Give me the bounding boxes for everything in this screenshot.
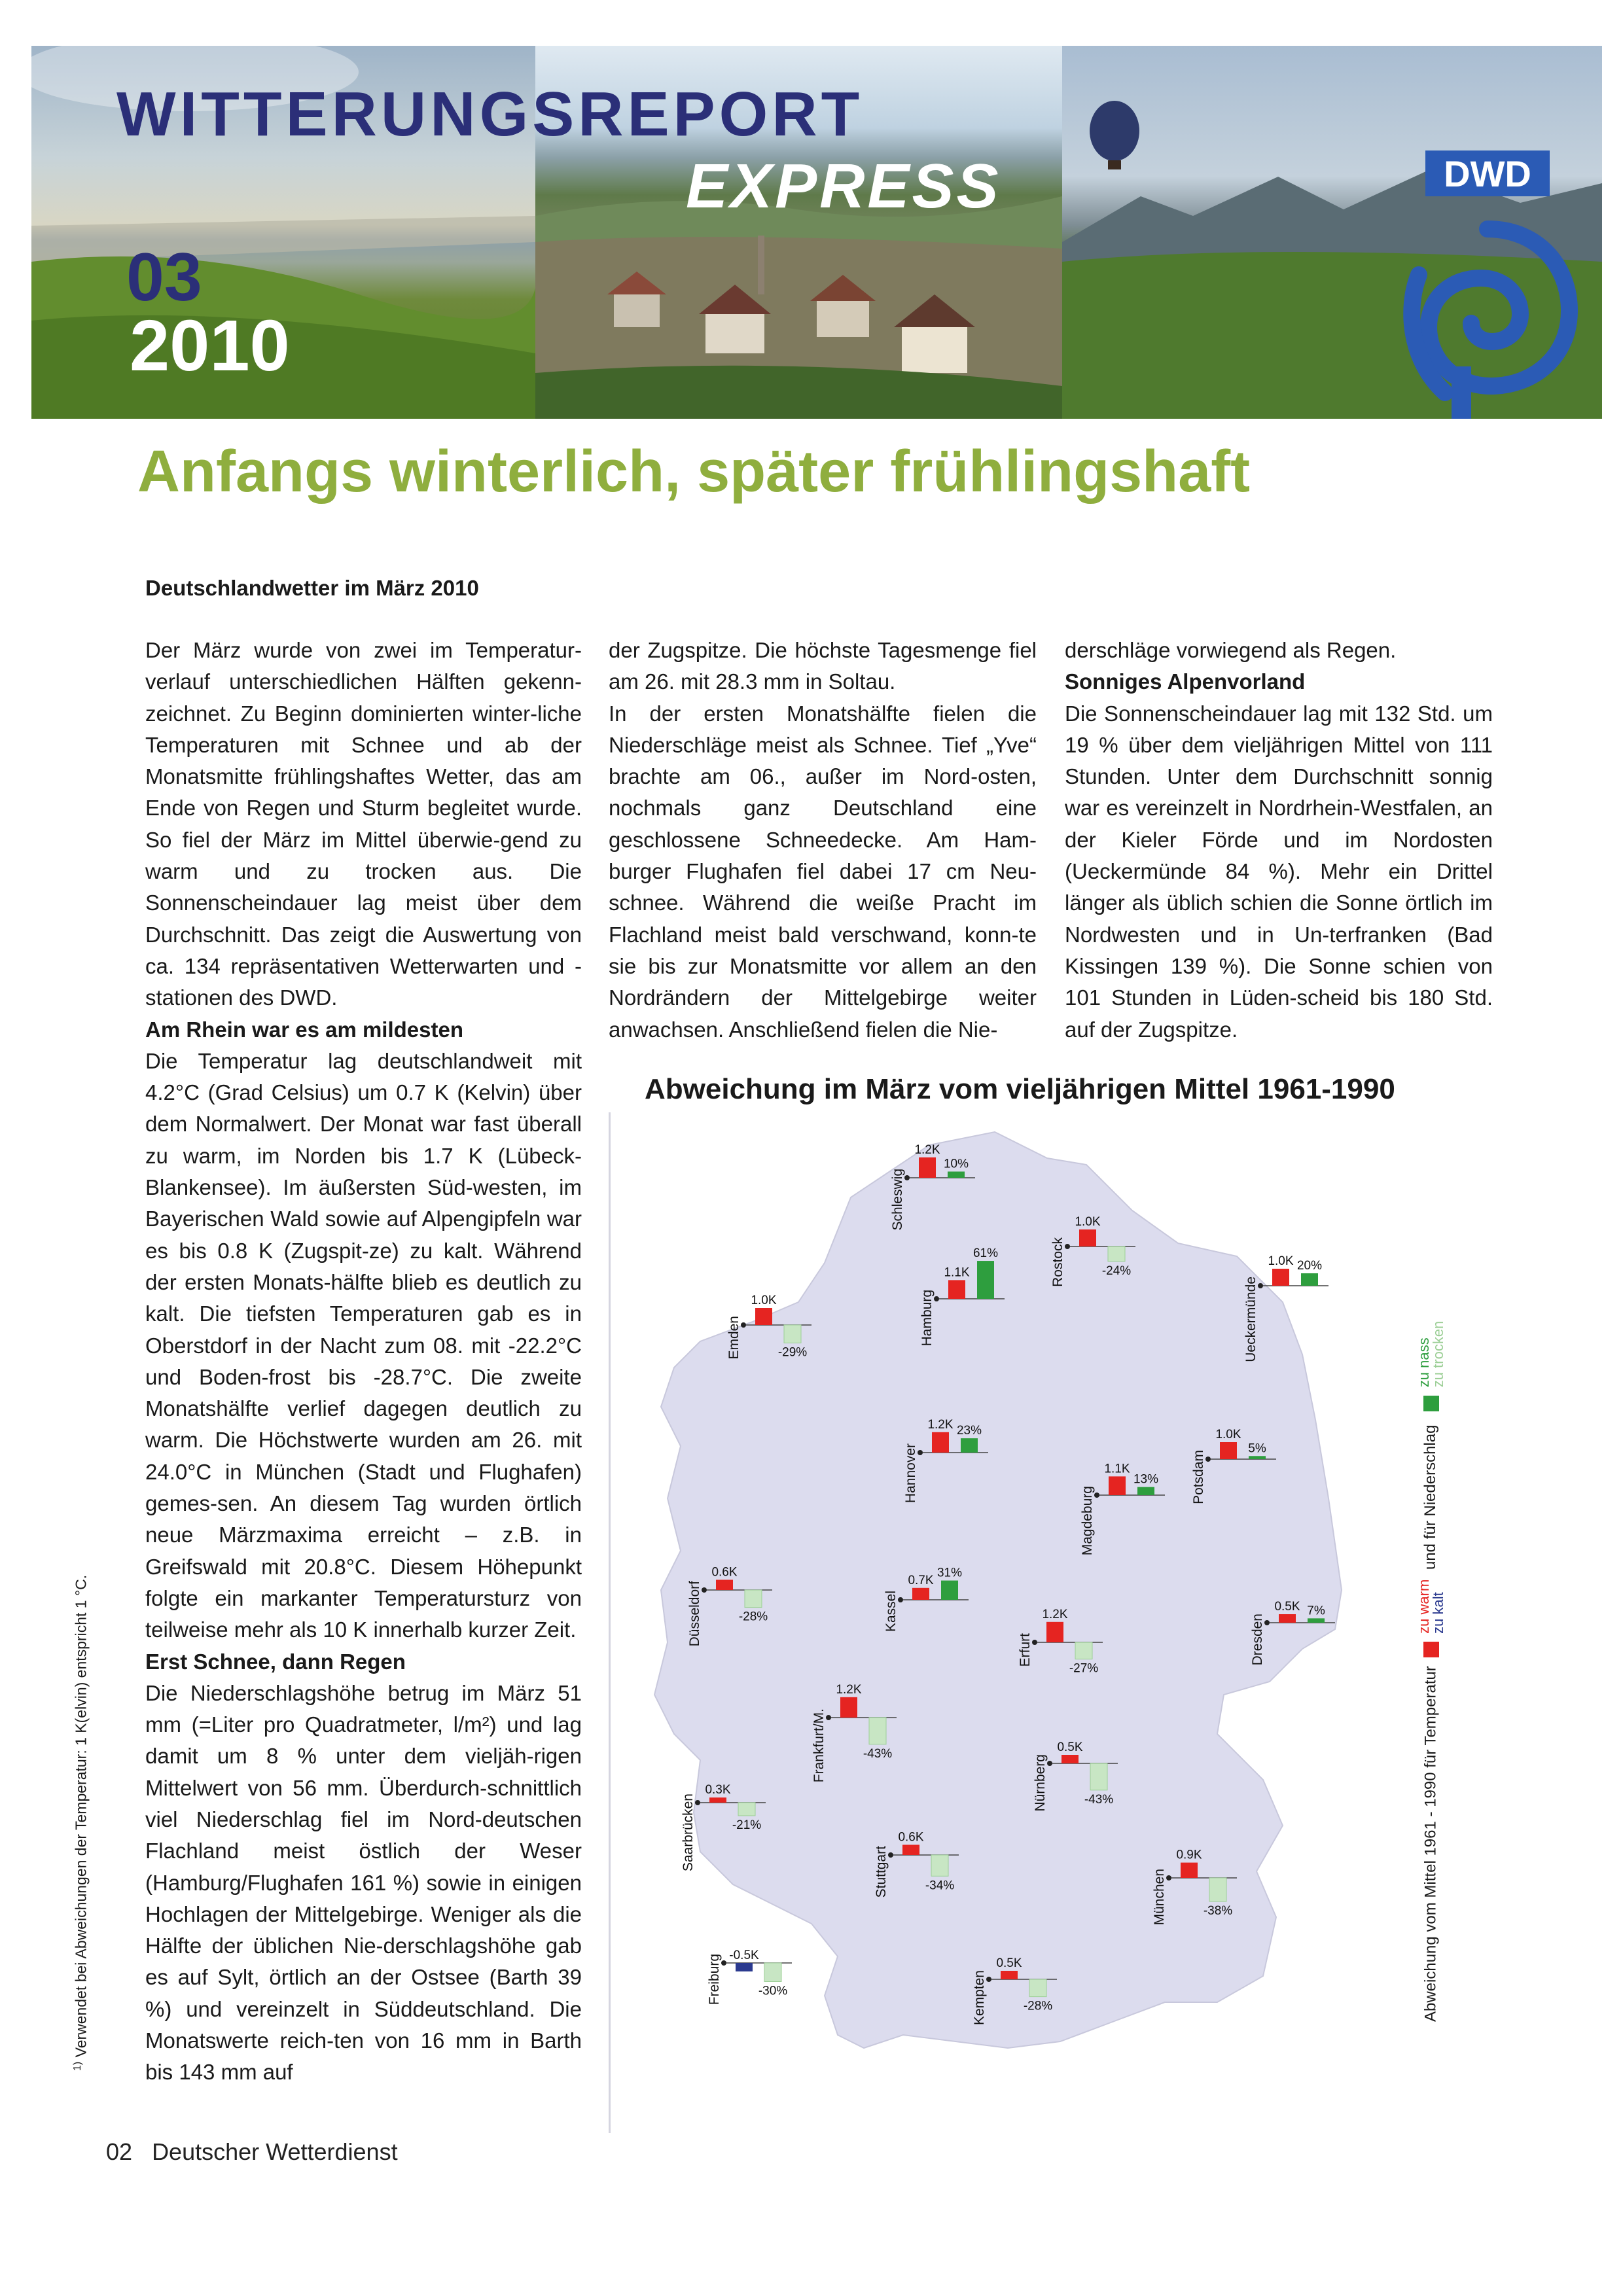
precipitation-label: 23% — [956, 1424, 982, 1438]
temperature-label: 1.0K — [751, 1294, 777, 1307]
subheading: Erst Schnee, dann Regen — [145, 1649, 406, 1674]
precipitation-bar — [1090, 1763, 1107, 1790]
report-subtitle: EXPRESS — [686, 151, 1001, 221]
temperature-label: 0.7K — [908, 1573, 934, 1587]
precipitation-label: -27% — [1069, 1661, 1099, 1676]
precipitation-label: 10% — [943, 1157, 969, 1171]
temperature-bar — [1079, 1229, 1096, 1246]
station-dot — [986, 1977, 991, 1982]
germany-deviation-map — [589, 1106, 1525, 2153]
precipitation-bar — [1209, 1878, 1226, 1901]
station-dot — [904, 1175, 910, 1180]
precipitation-label: -43% — [1084, 1792, 1114, 1807]
legend-mid: und für Niederschlag — [1421, 1424, 1440, 1570]
temperature-label: 0.9K — [1176, 1848, 1202, 1862]
temperature-bar — [1220, 1442, 1237, 1459]
legend-wet: zu nass — [1416, 1337, 1432, 1388]
map-legend — [1417, 1321, 1446, 2022]
station-name: Frankfurt/M. — [812, 1708, 827, 1783]
issue-number: 03 — [126, 239, 202, 315]
precipitation-bar — [948, 1172, 965, 1178]
temperature-bar — [1001, 1971, 1018, 1979]
header-banner — [31, 46, 1602, 419]
temperature-label: 1.0K — [1268, 1254, 1294, 1268]
legend-text: Abweichung vom Mittel 1961 - 1990 für Temperatur — [1421, 1666, 1440, 2022]
precipitation-label: 20% — [1296, 1259, 1323, 1273]
precipitation-bar — [738, 1803, 755, 1816]
precipitation-bar — [961, 1438, 978, 1453]
station-name: Kassel — [883, 1591, 899, 1633]
paragraph: In der ersten Monatshälfte fielen die Niederschläge meist als Schnee. Tief „Yve“ brachte am 06., außer im Nord-osten, nochmals ganz Deutschland eine geschlossene Schneedecke. Am Ham-burger Flughafen fiel dabei 17 cm Neu-schnee. Während die weiße Pracht im Flachland meist bald verschwand, konn-te sie bis zur Monatsmitte vor allem an den Nordrändern der Mittelgebirge weiter anwachsen. Anschließend fielen die Nie- — [609, 701, 1037, 1042]
station-name: Hannover — [903, 1443, 918, 1504]
station-name: Nürnberg — [1033, 1754, 1048, 1812]
station-dot — [1264, 1620, 1270, 1625]
temperature-label: 1.0K — [1215, 1428, 1241, 1441]
temperature-bar — [912, 1588, 929, 1600]
legend-dry: zu trocken — [1430, 1320, 1446, 1388]
precipitation-bar — [1249, 1456, 1266, 1459]
station-name: München — [1152, 1869, 1167, 1926]
station-dot — [1258, 1283, 1263, 1288]
precipitation-bar — [941, 1581, 958, 1600]
station-name: Düsseldorf — [687, 1581, 702, 1647]
legend-warm-swatch — [1423, 1642, 1439, 1657]
temperature-label: 1.2K — [1042, 1607, 1068, 1621]
precipitation-bar — [1108, 1246, 1125, 1262]
precipitation-bar — [1301, 1273, 1318, 1286]
article-heading: Deutschlandwetter im März 2010 — [145, 576, 479, 600]
paragraph: der Zugspitze. Die höchste Tagesmenge fiel am 26. mit 28.3 mm in Soltau. — [609, 638, 1037, 694]
precipitation-bar — [1029, 1979, 1046, 1997]
station-dot — [1065, 1244, 1070, 1249]
station-name: Schleswig — [890, 1169, 905, 1231]
text-column-2 — [609, 635, 1037, 1046]
text-column-3 — [1065, 635, 1493, 1046]
precipitation-bar — [745, 1590, 762, 1608]
precipitation-bar — [784, 1325, 801, 1343]
station-dot — [1094, 1492, 1099, 1498]
temperature-bar — [1061, 1755, 1079, 1763]
paragraph: derschläge vorwiegend als Regen. — [1065, 638, 1397, 662]
station-name: Rostock — [1050, 1237, 1065, 1287]
temperature-label: 1.2K — [927, 1417, 954, 1432]
precipitation-bar — [931, 1855, 948, 1876]
footnote-text: Verwendet bei Abweichungen der Temperatur: 1 K(elvin) entspricht 1 °C. — [72, 1574, 90, 2058]
station-name: Stuttgart — [874, 1846, 889, 1898]
issue-year: 2010 — [130, 306, 290, 386]
temperature-label: -0.5K — [729, 1949, 759, 1962]
temperature-label: 0.5K — [1274, 1600, 1300, 1614]
station-name: Saarbrücken — [681, 1793, 696, 1872]
article-headline: Anfangs winterlich, später frühlingshaft — [137, 439, 1251, 504]
precipitation-label: -43% — [863, 1746, 893, 1761]
precipitation-bar — [869, 1718, 886, 1744]
station-name: Freiburg — [707, 1954, 722, 2005]
temperature-label: 1.1K — [1104, 1462, 1130, 1476]
precipitation-label: -29% — [777, 1345, 808, 1360]
map-title: Abweichung im März vom vieljährigen Mittel 1961-1990 — [645, 1073, 1395, 1105]
station-dot — [721, 1960, 726, 1966]
station-dot — [1047, 1761, 1052, 1766]
temperature-bar — [1272, 1269, 1289, 1286]
precipitation-label: -21% — [732, 1818, 762, 1832]
publisher-name: Deutscher Wetterdienst — [152, 2138, 398, 2165]
precipitation-label: -30% — [758, 1984, 788, 1998]
precipitation-bar — [1075, 1642, 1092, 1659]
temperature-bar — [932, 1432, 949, 1453]
legend-warm: zu warm — [1416, 1579, 1432, 1634]
paragraph: Die Temperatur lag deutschlandweit mit 4.2°C (Grad Celsius) um 0.7 K (Kelvin) über dem Normalwert. Der Monat war fast überall zu warm, im Norden bis 1.7 K (Lübeck-Blankensee). Im äußersten Süd-westen, im Bayerischen Wald sowie auf Alpengipfeln war es bis 0.8 K (Zugspit-ze) zu kalt. Während der ersten Monats-hälfte blieb es deutlich zu kalt. Die tiefsten Temperaturen gab es in Oberstdorf in der Nacht zum 08. mit -22.2°C und Boden-frost bis -28.7°C. Die zweite Monatshälfte verlief dagegen deutlich zu warm. Die Höchstwerte wurden am 26. mit 24.0°C in München (Stadt und Flughafen) gemes-sen. An diesem Tag wurden örtlich neue Märzmaxima erreicht – z.B. in Greifswald mit 20.8°C. Diesem Höhepunkt folgte ein markanter Temperatursturz von teilweise mehr als 10 K innerhalb kurzer Zeit. — [145, 1048, 582, 1642]
station-name: Magdeburg — [1080, 1486, 1095, 1556]
precipitation-bar — [1137, 1487, 1154, 1495]
page-footer — [106, 2138, 398, 2166]
station-dot — [888, 1852, 893, 1858]
station-dot — [1166, 1875, 1171, 1881]
temperature-label: 1.2K — [836, 1682, 862, 1697]
temperature-label: 1.2K — [914, 1142, 940, 1157]
temperature-bar — [902, 1845, 919, 1855]
temperature-bar — [716, 1580, 733, 1590]
temperature-label: 1.0K — [1075, 1215, 1101, 1229]
temperature-bar — [1181, 1863, 1198, 1878]
dwd-logo-text: DWD — [1444, 153, 1531, 194]
precipitation-label: -24% — [1101, 1263, 1132, 1278]
temperature-label: 0.6K — [711, 1565, 738, 1580]
station-name: Emden — [726, 1316, 741, 1360]
station-name: Ueckermünde — [1243, 1277, 1258, 1362]
precipitation-label: 31% — [936, 1566, 963, 1580]
precipitation-bar — [977, 1261, 994, 1299]
station-dot — [741, 1322, 746, 1328]
station-name: Erfurt — [1018, 1633, 1033, 1667]
paragraph: Die Niederschlagshöhe betrug im März 51 mm (=Liter pro Quadratmeter, l/m²) und lag damit um 8 % unter dem vieljäh-rigen Mittelwert von 56 mm. Überdurch-schnittlich viel Niederschlag fiel im Nord-deutschen Flachland meist östlich der Weser (Hamburg/Flughafen 161 %) sowie in einigen Hochlagen der Mittelgebirge. Weniger als die Hälfte der üblichen Nie-derschlagshöhe gab es auf Sylt, örtlich an der Ostsee (Barth 39 %) und vereinzelt in Süddeutschland. Die Monatswerte reich-ten von 16 mm in Barth bis 143 mm auf — [145, 1680, 582, 2085]
temperature-label: 0.3K — [705, 1783, 731, 1797]
station-name: Dresden — [1250, 1614, 1265, 1666]
precipitation-label: 5% — [1248, 1441, 1266, 1456]
station-dot — [1205, 1457, 1211, 1462]
legend-cold: zu kalt — [1430, 1592, 1446, 1634]
temperature-bar — [948, 1280, 965, 1299]
report-title: WITTERUNGSREPORT — [116, 79, 864, 149]
temperature-bar — [919, 1157, 936, 1178]
footnote-marker: 1) — [72, 2061, 83, 2071]
station-dot — [695, 1800, 700, 1805]
station-dot — [934, 1296, 939, 1301]
station-dot — [918, 1450, 923, 1455]
temperature-bar — [1109, 1476, 1126, 1495]
dwd-logo — [1393, 150, 1582, 419]
station-dot — [898, 1597, 903, 1602]
precipitation-label: -38% — [1203, 1904, 1233, 1918]
precipitation-label: -28% — [738, 1610, 768, 1624]
temperature-bar — [709, 1797, 726, 1803]
temperature-label: 1.1K — [944, 1265, 970, 1280]
temperature-label: 0.6K — [898, 1830, 924, 1845]
text-column-1 — [145, 635, 582, 2089]
legend-wet-swatch — [1423, 1396, 1439, 1411]
temperature-bar — [840, 1697, 857, 1718]
precipitation-label: 7% — [1307, 1604, 1325, 1618]
station-dot — [702, 1587, 707, 1593]
temperature-label: 0.5K — [996, 1956, 1022, 1970]
subheading: Am Rhein war es am mildesten — [145, 1017, 463, 1042]
temperature-label: 0.5K — [1057, 1740, 1083, 1754]
precipitation-bar — [764, 1963, 781, 1982]
station-name: Kempten — [972, 1970, 987, 2026]
subheading: Sonniges Alpenvorland — [1065, 669, 1306, 694]
precipitation-label: -28% — [1023, 1999, 1053, 2013]
footnote — [72, 1575, 90, 2071]
station-dot — [1032, 1640, 1037, 1645]
station-dot — [826, 1715, 831, 1720]
paragraph: Der März wurde von zwei im Temperatur-verlauf unterschiedlichen Hälften gekenn-zeichnet. Zu Beginn dominierten winter-liche Temperaturen mit Schnee und ab der Monatsmitte frühlingshaftes Wetter, das am Ende von Regen und Sturm begleitet wurde. So fiel der März im Mittel überwie-gend zu warm und zu trocken aus. Die Sonnenscheindauer lag meist über dem Durchschnitt. Das zeigt die Auswertung von ca. 134 repräsentativen Wetterwarten und -stationen des DWD. — [145, 638, 582, 1010]
precipitation-label: 61% — [972, 1246, 999, 1261]
station-name: Potsdam — [1191, 1450, 1206, 1504]
precipitation-bar — [1308, 1618, 1325, 1623]
page-number: 02 — [106, 2138, 133, 2165]
temperature-bar — [1279, 1614, 1296, 1623]
temperature-bar — [736, 1963, 753, 1971]
station-name: Hamburg — [919, 1290, 935, 1347]
temperature-bar — [1046, 1622, 1063, 1642]
precipitation-label: -34% — [925, 1879, 955, 1893]
paragraph: Die Sonnenscheindauer lag mit 132 Std. um 19 % über dem vieljährigen Mittel von 111 Stunden. Unter dem Durchschnitt sonnig war es vereinzelt in Nordrhein-Westfalen, an der Kieler Förde und im Nordosten (Ueckermünde 84 %). Mehr ein Drittel länger als üblich schien die Sonne örtlich im Nordwesten und in Un-terfranken (Bad Kissingen 139 %). Die Sonne schien von 101 Stunden in Lüden-scheid bis 180 Std. auf der Zugspitze. — [1065, 701, 1493, 1042]
temperature-bar — [755, 1308, 772, 1325]
precipitation-label: 13% — [1133, 1472, 1159, 1487]
